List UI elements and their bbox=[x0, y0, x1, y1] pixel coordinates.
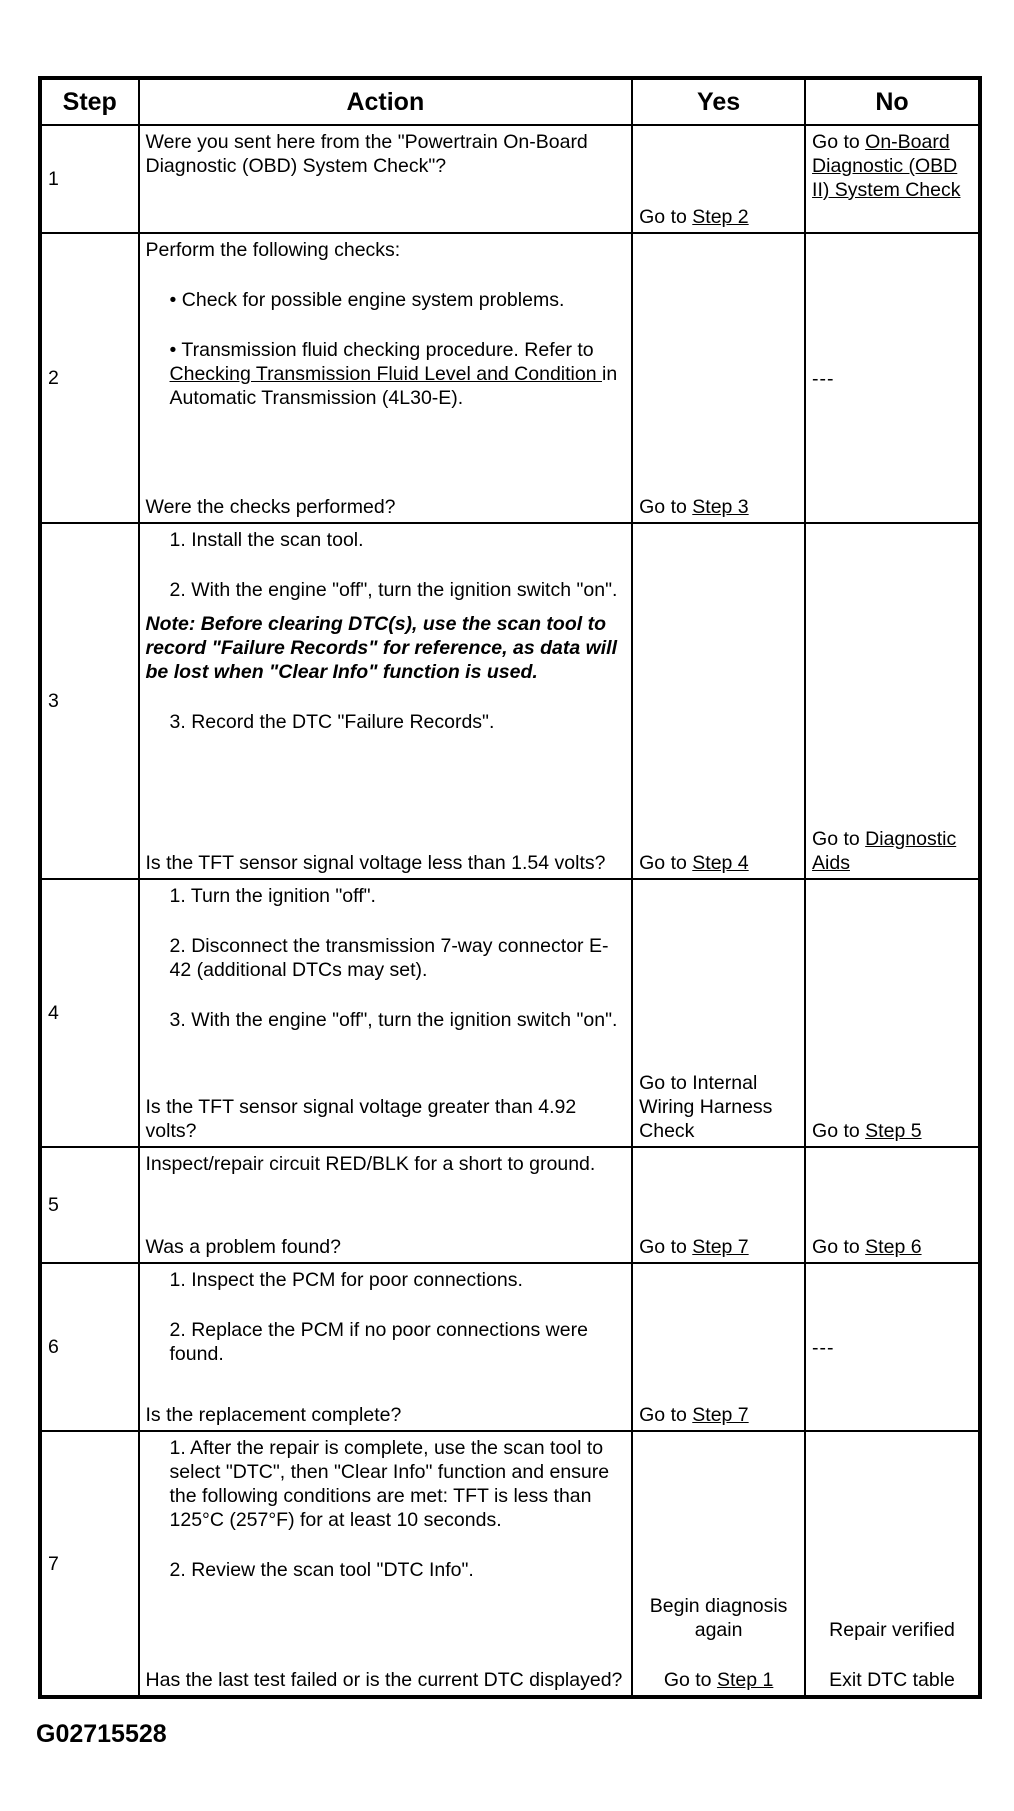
header-no: No bbox=[805, 78, 980, 125]
action-item: 1. Install the scan tool. bbox=[169, 529, 364, 551]
step-number: 3 bbox=[40, 523, 139, 879]
link-step-5[interactable]: Step 5 bbox=[865, 1120, 922, 1142]
action-intro: Inspect/repair circuit RED/BLK for a short to ground. bbox=[145, 1153, 596, 1175]
step-number: 6 bbox=[40, 1263, 139, 1431]
link-step-3[interactable]: Step 3 bbox=[692, 496, 749, 518]
no-result: Go to Step 6 bbox=[812, 1236, 922, 1258]
link-step-6[interactable]: Step 6 bbox=[865, 1236, 922, 1258]
yes-result: Go to Internal Wiring Harness Check bbox=[639, 1072, 773, 1142]
no-result: --- bbox=[812, 367, 835, 390]
step-number: 4 bbox=[40, 879, 139, 1147]
action-item: 1. After the repair is complete, use the scan tool to select "DTC", then "Clear Info" function and ensure the following conditions are met: TFT is less than 125°C (257°F) for at least 10 seconds. bbox=[169, 1437, 610, 1531]
action-question: Is the replacement complete? bbox=[145, 1404, 402, 1426]
table-row-step-7 bbox=[40, 1431, 980, 1697]
table-row-step-1 bbox=[40, 125, 980, 233]
link-step-1[interactable]: Step 1 bbox=[716, 1669, 774, 1691]
link-step-7[interactable]: Step 7 bbox=[692, 1404, 749, 1426]
no-result-top: Repair verified bbox=[829, 1619, 955, 1641]
yes-result: Go to Step 3 bbox=[639, 496, 749, 518]
diagnostic-table bbox=[38, 76, 982, 1699]
header-yes: Yes bbox=[632, 78, 805, 125]
action-item: 2. Replace the PCM if no poor connections were found. bbox=[169, 1319, 588, 1365]
action-item: 1. Turn the ignition "off". bbox=[169, 885, 376, 907]
action-item: 1. Inspect the PCM for poor connections. bbox=[169, 1269, 523, 1291]
link-step-4[interactable]: Step 4 bbox=[692, 852, 749, 874]
step-number: 1 bbox=[40, 125, 139, 233]
action-question: Was a problem found? bbox=[145, 1236, 341, 1258]
action-question: Has the last test failed or is the current DTC displayed? bbox=[145, 1669, 623, 1691]
table-row-step-5 bbox=[40, 1147, 980, 1263]
link-step-2[interactable]: Step 2 bbox=[692, 206, 749, 228]
no-result: Exit DTC table bbox=[829, 1669, 955, 1691]
header-action: Action bbox=[139, 78, 633, 125]
step-number: 2 bbox=[40, 233, 139, 523]
yes-result: Go to Step 7 bbox=[639, 1236, 749, 1258]
yes-result: Go to Step 2 bbox=[639, 206, 749, 228]
table-row-step-6 bbox=[40, 1263, 980, 1431]
no-result: Go to Step 5 bbox=[812, 1120, 922, 1142]
yes-result: Go to Step 1 bbox=[663, 1669, 774, 1691]
bullet-item: • Check for possible engine system problems. bbox=[146, 288, 626, 312]
step-number: 5 bbox=[40, 1147, 139, 1263]
no-result: Go to Diagnostic Aids bbox=[812, 828, 957, 874]
header-step: Step bbox=[40, 78, 139, 125]
bullet-item: • Transmission fluid checking procedure. Refer to Checking Transmission Fluid Level and Condition in Automatic Transmission (4L30-E). bbox=[146, 338, 626, 410]
note-text: Note: Before clearing DTC(s), use the scan tool to record "Failure Records" for reference, as data will be lost when "Clear Info" function is used. bbox=[145, 613, 618, 683]
action-item: 2. Review the scan tool "DTC Info". bbox=[169, 1559, 474, 1581]
action-item: 3. With the engine "off", turn the ignition switch "on". bbox=[169, 1009, 618, 1031]
yes-result: Go to Step 7 bbox=[639, 1404, 749, 1426]
action-item: 3. Record the DTC "Failure Records". bbox=[169, 711, 495, 733]
table-row-step-3 bbox=[40, 523, 980, 879]
action-question: Is the TFT sensor signal voltage greater than 4.92 volts? bbox=[145, 1096, 577, 1142]
link-obd-system-check[interactable]: On-Board Diagnostic (OBD II) System Check bbox=[812, 131, 961, 201]
table-row-step-4 bbox=[40, 879, 980, 1147]
action-item: 2. Disconnect the transmission 7-way connector E-42 (additional DTCs may set). bbox=[169, 935, 609, 981]
figure-id: G02715528 bbox=[36, 1720, 167, 1748]
table-header-row bbox=[40, 78, 980, 125]
action-question: Were the checks performed? bbox=[145, 496, 396, 518]
table-row-step-2 bbox=[40, 233, 980, 523]
step-number: 7 bbox=[40, 1431, 139, 1697]
action-question: Is the TFT sensor signal voltage less than 1.54 volts? bbox=[145, 852, 606, 874]
no-result: Go to On-Board Diagnostic (OBD II) System Check bbox=[812, 131, 961, 201]
link-diagnostic-aids[interactable]: Diagnostic Aids bbox=[812, 828, 957, 874]
yes-result-top: Begin diagnosis again bbox=[649, 1595, 788, 1641]
action-item: 2. With the engine "off", turn the ignition switch "on". bbox=[169, 579, 618, 601]
link-checking-fluid[interactable]: Checking Transmission Fluid Level and Condition bbox=[169, 363, 602, 385]
action-question: Were you sent here from the "Powertrain On-Board Diagnostic (OBD) System Check"? bbox=[145, 131, 588, 177]
link-step-7[interactable]: Step 7 bbox=[692, 1236, 749, 1258]
no-result: --- bbox=[812, 1336, 835, 1359]
action-intro: Perform the following checks: bbox=[145, 239, 401, 261]
yes-result: Go to Step 4 bbox=[639, 852, 749, 874]
